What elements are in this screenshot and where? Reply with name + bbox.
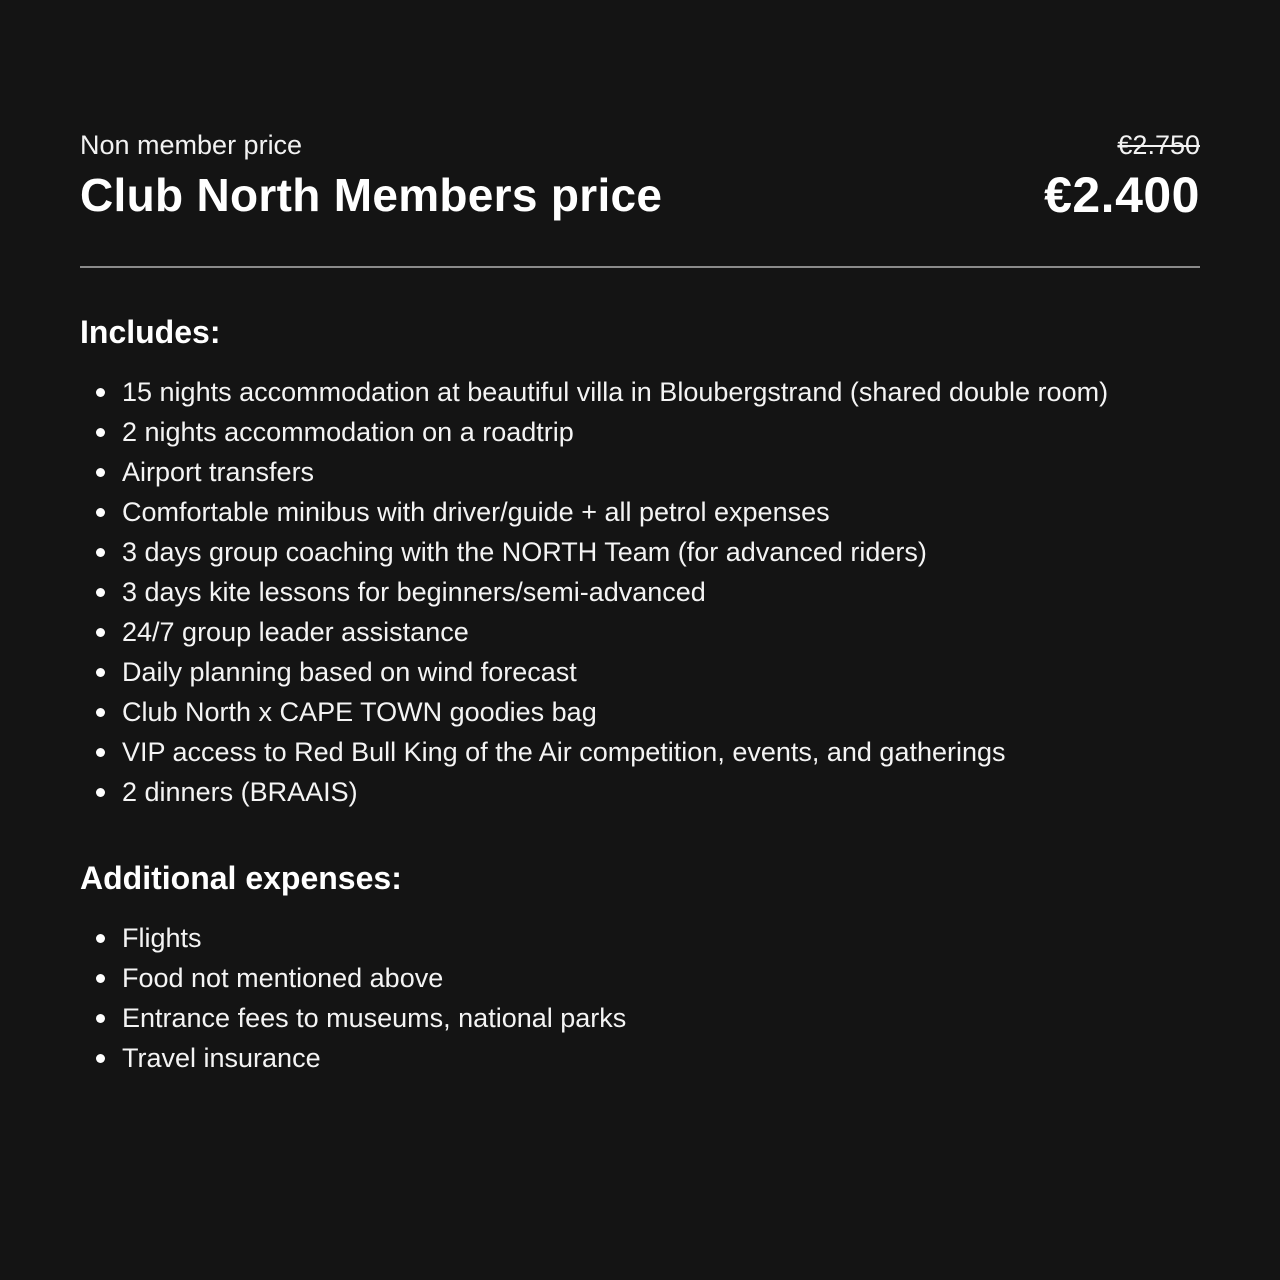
expenses-item-text: Entrance fees to museums, national parks <box>122 1003 627 1033</box>
includes-item <box>80 372 1200 412</box>
includes-item-text: 15 nights accommodation at beautiful villa in Bloubergstrand (shared double room) <box>122 377 1109 407</box>
includes-item <box>80 612 1200 652</box>
pricing-card <box>80 126 1200 1078</box>
expenses-item <box>80 918 1200 958</box>
includes-item-text: Comfortable minibus with driver/guide + all petrol expenses <box>122 497 830 527</box>
includes-item <box>80 492 1200 532</box>
includes-item-text: Club North x CAPE TOWN goodies bag <box>122 697 597 727</box>
includes-item <box>80 532 1200 572</box>
bullet-icon <box>96 588 105 597</box>
includes-item <box>80 452 1200 492</box>
includes-item-text: 2 nights accommodation on a roadtrip <box>122 417 574 447</box>
bullet-icon <box>96 428 105 437</box>
includes-item-text: 3 days group coaching with the NORTH Team (for advanced riders) <box>122 537 927 567</box>
includes-item <box>80 572 1200 612</box>
includes-item-text: Daily planning based on wind forecast <box>122 657 577 687</box>
bullet-icon <box>96 788 105 797</box>
includes-item <box>80 412 1200 452</box>
bullet-icon <box>96 388 105 397</box>
bullet-icon <box>96 468 105 477</box>
bullet-icon <box>96 934 105 943</box>
bullet-icon <box>96 748 105 757</box>
bullet-icon <box>96 1054 105 1063</box>
bullet-icon <box>96 708 105 717</box>
expenses-item-text: Food not mentioned above <box>122 963 444 993</box>
includes-item-text: VIP access to Red Bull King of the Air competition, events, and gatherings <box>122 737 1006 767</box>
bullet-icon <box>96 508 105 517</box>
includes-heading: Includes: <box>80 314 221 350</box>
member-price-value: €2.400 <box>1044 167 1200 223</box>
expenses-item-text: Flights <box>122 923 202 953</box>
bullet-icon <box>96 974 105 983</box>
price-values <box>1044 126 1200 224</box>
bullet-icon <box>96 1014 105 1023</box>
non-member-price-value: €2.750 <box>1117 130 1200 160</box>
expenses-item <box>80 958 1200 998</box>
non-member-price-label: Non member price <box>80 130 303 160</box>
includes-item <box>80 652 1200 692</box>
member-price-label: Club North Members price <box>80 169 663 221</box>
divider <box>80 266 1200 268</box>
expenses-item-text: Travel insurance <box>122 1043 321 1073</box>
bullet-icon <box>96 628 105 637</box>
includes-item-text: 24/7 group leader assistance <box>122 617 469 647</box>
includes-item <box>80 692 1200 732</box>
price-labels <box>80 126 662 224</box>
expenses-item <box>80 1038 1200 1078</box>
price-row <box>80 126 1200 224</box>
includes-item-text: Airport transfers <box>122 457 315 487</box>
expenses-item <box>80 998 1200 1038</box>
includes-item-text: 3 days kite lessons for beginners/semi-advanced <box>122 577 706 607</box>
bullet-icon <box>96 548 105 557</box>
includes-item-text: 2 dinners (BRAAIS) <box>122 777 358 807</box>
bullet-icon <box>96 668 105 677</box>
additional-expenses-heading: Additional expenses: <box>80 860 402 896</box>
includes-item <box>80 732 1200 772</box>
includes-list <box>80 372 1200 812</box>
expenses-list <box>80 918 1200 1078</box>
includes-item <box>80 772 1200 812</box>
